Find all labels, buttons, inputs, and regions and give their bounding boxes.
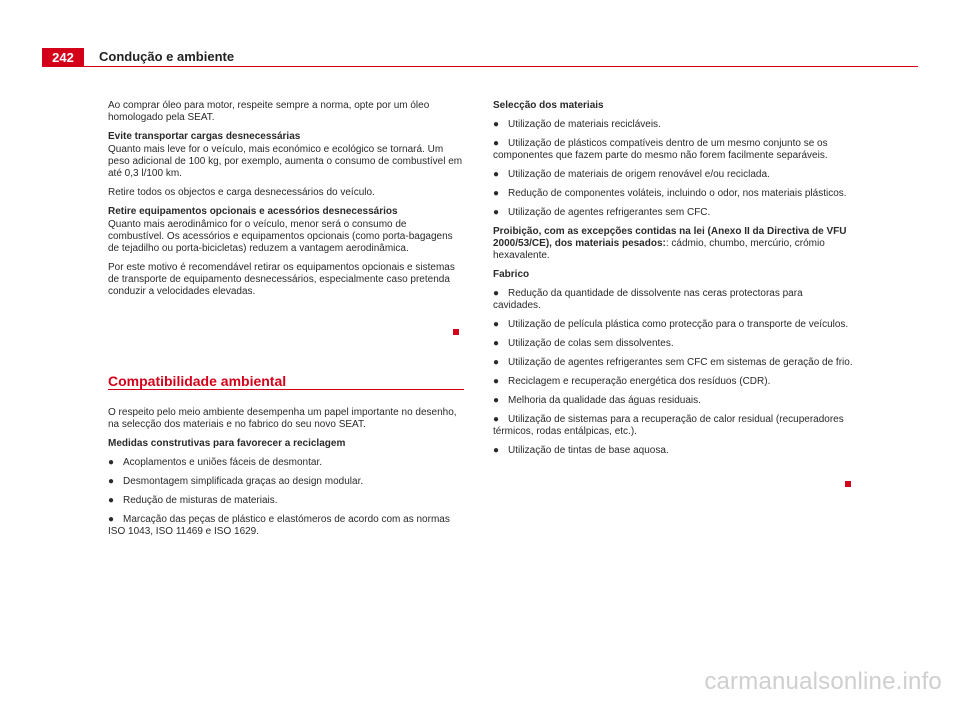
paragraph-recommendation: Por este motivo é recomendável retirar os equipamentos opcionais e sistemas de transporte de equipamento desnecessários, especialmente caso pretenda conduzir a velocidades elevadas. bbox=[108, 262, 455, 297]
list-item: ● Reciclagem e recuperação energética dos resíduos (CDR). bbox=[493, 376, 771, 387]
paragraph-environment: O respeito pelo meio ambiente desempenha um papel importante no desenho, na selecção dos materiais e no fabrico do seu novo SEAT. bbox=[108, 407, 457, 430]
bullet-icon: ● bbox=[493, 169, 500, 180]
right-column bbox=[493, 100, 853, 464]
list-item: ● Utilização de colas sem dissolventes. bbox=[493, 338, 674, 349]
list-item: ● Utilização de plásticos compatíveis dentro de um mesmo conjunto se os componentes que fazem parte do mesmo não forem facilmente separáveis. bbox=[493, 138, 828, 161]
subheading-loads: Evite transportar cargas desnecessárias bbox=[108, 131, 301, 142]
section-title: Compatibilidade ambiental bbox=[108, 373, 287, 389]
bullet-icon: ● bbox=[493, 119, 500, 130]
paragraph-aerodynamics: Quanto mais aerodinâmico for o veículo, menor será o consumo de combustível. Os acessórios e equipamentos opcionais (como porta-bagagens de tejadilho ou porta-bicicletas) reduzem a vantagem aerodinâmica. bbox=[108, 219, 453, 254]
bullet-icon: ● bbox=[493, 138, 500, 149]
bullet-icon: ● bbox=[493, 319, 500, 330]
subheading-manufacturing: Fabrico bbox=[493, 269, 530, 280]
paragraph-weight: Quanto mais leve for o veículo, mais económico e ecológico se tornará. Um peso adicional de 100 kg, por exemplo, aumenta o consumo de combustível em até 0,3 l/100 km. bbox=[108, 144, 463, 179]
bullet-icon: ● bbox=[108, 495, 115, 506]
chapter-title: Condução e ambiente bbox=[99, 49, 235, 64]
list-item: ● Utilização de agentes refrigerantes sem CFC em sistemas de geração de frio. bbox=[493, 357, 853, 368]
bullet-icon: ● bbox=[493, 207, 500, 218]
bullet-icon: ● bbox=[493, 338, 500, 349]
list-item: ● Utilização de materiais de origem renovável e/ou reciclada. bbox=[493, 169, 770, 180]
section-end-marker bbox=[453, 329, 459, 335]
page-header bbox=[0, 0, 960, 68]
page-number: 242 bbox=[42, 48, 84, 67]
list-item: ● Utilização de tintas de base aquosa. bbox=[493, 445, 669, 456]
bullet-icon: ● bbox=[108, 476, 115, 487]
list-item: ● Melhoria da qualidade das águas residuais. bbox=[493, 395, 701, 406]
paragraph-heavy-metals: Proibição, com as excepções contidas na lei (Anexo II da Directiva de VFU 2000/53/CE), dos materiais pesados:: cádmio, chumbo, mercúrio, crómio hexavalente. bbox=[493, 226, 847, 261]
bullet-icon: ● bbox=[493, 376, 500, 387]
list-item: ● Redução da quantidade de dissolvente nas ceras protectoras para cavidades. bbox=[493, 288, 803, 311]
header-divider bbox=[42, 66, 918, 67]
section-divider bbox=[108, 389, 464, 390]
left-column-lower bbox=[108, 407, 464, 545]
list-item: ● Utilização de película plástica como protecção para o transporte de veículos. bbox=[493, 319, 849, 330]
left-column bbox=[108, 100, 464, 305]
paragraph-oil: Ao comprar óleo para motor, respeite sempre a norma, opte por um óleo homologado pela SEAT. bbox=[108, 100, 430, 123]
list-item: ● Desmontagem simplificada graças ao design modular. bbox=[108, 476, 364, 487]
subheading-materials: Selecção dos materiais bbox=[493, 100, 604, 111]
bullet-icon: ● bbox=[493, 357, 500, 368]
bullet-icon: ● bbox=[493, 395, 500, 406]
subheading-accessories: Retire equipamentos opcionais e acessórios desnecessários bbox=[108, 206, 398, 217]
bullet-icon: ● bbox=[493, 445, 500, 456]
bullet-icon: ● bbox=[493, 288, 500, 299]
watermark: carmanualsonline.info bbox=[704, 668, 942, 695]
list-item: ● Redução de misturas de materiais. bbox=[108, 495, 278, 506]
bullet-icon: ● bbox=[493, 414, 500, 425]
list-item: ● Utilização de agentes refrigerantes sem CFC. bbox=[493, 207, 711, 218]
bullet-icon: ● bbox=[108, 457, 115, 468]
subheading-recycling: Medidas construtivas para favorecer a reciclagem bbox=[108, 438, 346, 449]
paragraph-remove-objects: Retire todos os objectos e carga desnecessários do veículo. bbox=[108, 187, 375, 198]
bullet-icon: ● bbox=[493, 188, 500, 199]
list-item: ● Redução de componentes voláteis, incluindo o odor, nos materiais plásticos. bbox=[493, 188, 847, 199]
list-item: ● Marcação das peças de plástico e elastómeros de acordo com as normas ISO 1043, ISO 11469 e ISO 1629. bbox=[108, 514, 450, 537]
list-item: ● Acoplamentos e uniões fáceis de desmontar. bbox=[108, 457, 323, 468]
bullet-icon: ● bbox=[108, 514, 115, 525]
section-end-marker bbox=[845, 481, 851, 487]
list-item: ● Utilização de sistemas para a recuperação de calor residual (recuperadores térmicos, rodas entálpicas, etc.). bbox=[493, 414, 844, 437]
list-item: ● Utilização de materiais recicláveis. bbox=[493, 119, 661, 130]
